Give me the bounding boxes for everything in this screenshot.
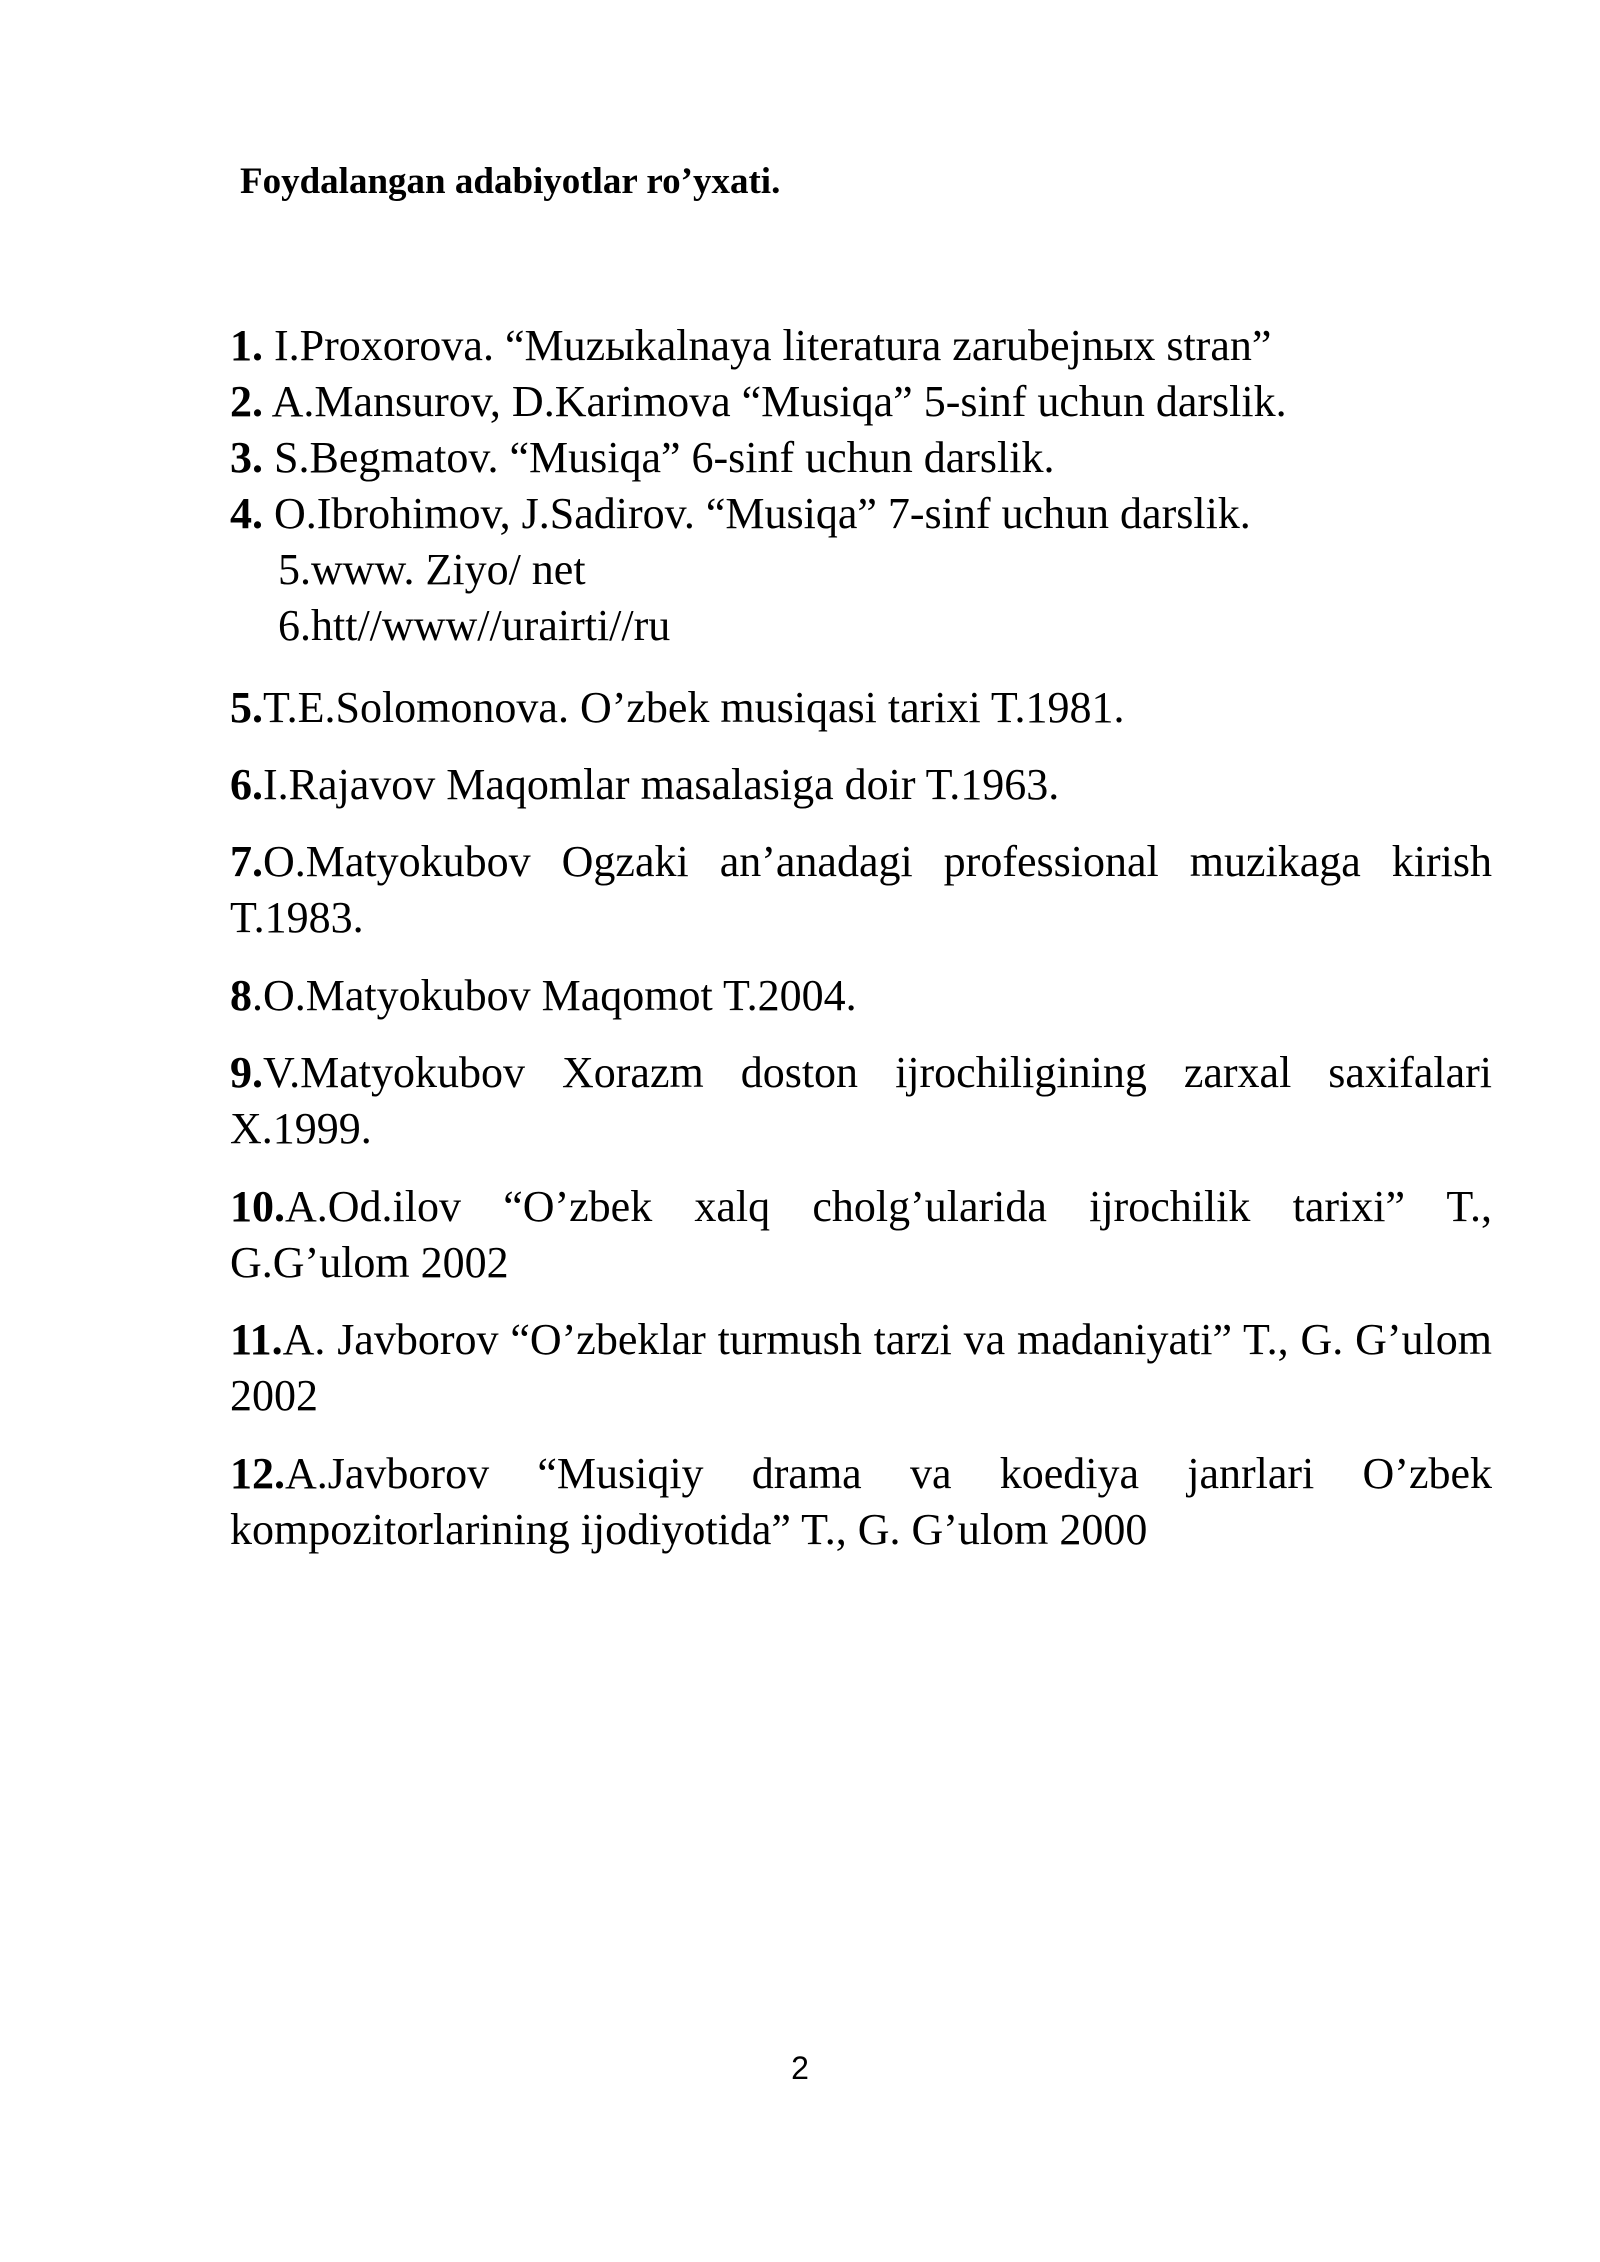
- item-number: 2.: [230, 377, 263, 426]
- item-number: 4.: [230, 489, 263, 538]
- reference-entry: [230, 834, 1492, 946]
- item-text: T.E.Solomonova. O’zbek musiqasi tarixi T.1981.: [263, 683, 1125, 732]
- item-text: A. Javborov “O’zbeklar turmush tarzi va madaniyati” T., G. G’ulom 2002: [230, 1315, 1492, 1420]
- item-text: .O.Matyokubov Maqomot T.2004.: [252, 971, 857, 1020]
- item-number: 3.: [230, 433, 263, 482]
- item-number: 5.: [230, 683, 263, 732]
- item-number: 9.: [230, 1048, 263, 1097]
- reference-list-primary: [230, 318, 1492, 654]
- web-link-www: 5.www. Ziyo/ net: [278, 545, 586, 594]
- item-text: I.Proxorova. “Muzыkalnaya literatura zarubejnыx stran”: [263, 321, 1272, 370]
- reference-entry: [230, 1179, 1492, 1291]
- item-number: 11.: [230, 1315, 283, 1364]
- reference-entry: [230, 968, 1492, 1024]
- item-text: A.Mansurov, D.Karimova “Musiqa” 5-sinf uchun darslik.: [263, 377, 1287, 426]
- item-text: S.Begmatov. “Musiqa” 6-sinf uchun darslik.: [263, 433, 1055, 482]
- reference-entry: [230, 1446, 1492, 1558]
- item-text: A.Od.ilov “O’zbek xalq cholg’ularida ijrochilik tarixi” T., G.G’ulom 2002: [230, 1182, 1492, 1287]
- reference-entry: [230, 1312, 1492, 1424]
- item-number: 10.: [230, 1182, 285, 1231]
- item-number: 1.: [230, 321, 263, 370]
- page-title: Foydalangan adabiyotlar ro’yxati.: [240, 161, 781, 202]
- item-text: A.Javborov “Musiqiy drama va koediya janrlari O’zbek kompozitorlarining ijodiyotida” T., G. G’ulom 2000: [230, 1449, 1492, 1554]
- reference-entry: [230, 757, 1492, 813]
- item-text: V.Matyokubov Xorazm doston ijrochiligining zarxal saxifalari X.1999.: [230, 1048, 1492, 1153]
- list-item: [230, 430, 1492, 486]
- web-link-urairti: 6.htt//www//urairti//ru: [278, 601, 671, 650]
- item-text: O.Ibrohimov, J.Sadirov. “Musiqa” 7-sinf uchun darslik.: [263, 489, 1251, 538]
- item-number: 12.: [230, 1449, 285, 1498]
- list-item: [230, 318, 1492, 374]
- reference-entry: [230, 1045, 1492, 1157]
- reference-entry: [230, 680, 1492, 736]
- page-number: 2: [791, 2050, 809, 2086]
- item-number: 6.: [230, 760, 263, 809]
- item-number: 7.: [230, 837, 263, 886]
- item-text: O.Matyokubov Ogzaki an’anadagi professional muzikaga kirish T.1983.: [230, 837, 1492, 942]
- item-text: I.Rajavov Maqomlar masalasiga doir T.1963.: [263, 760, 1060, 809]
- item-number: 8: [230, 971, 252, 1020]
- list-item: [230, 374, 1492, 430]
- list-item: [230, 486, 1492, 542]
